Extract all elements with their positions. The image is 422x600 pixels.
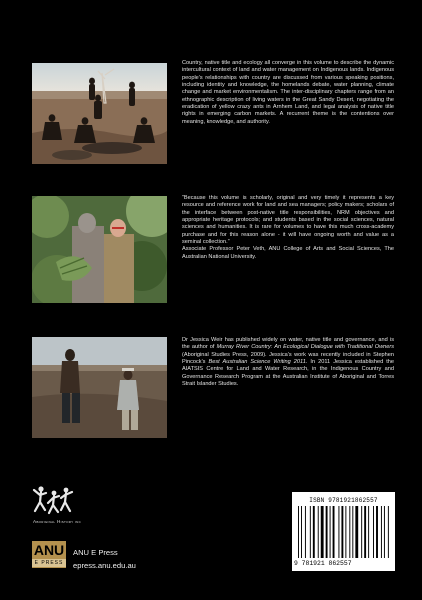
anu-epress-logo (32, 541, 66, 568)
publisher-url: epress.anu.edu.au (73, 561, 136, 570)
photo-group-on-country (32, 63, 167, 164)
photo-two-people-bush (32, 196, 167, 303)
paragraph (182, 195, 394, 246)
photo-two-people-flatland (32, 337, 167, 438)
description-paragraph (182, 60, 394, 126)
isbn-barcode-panel (292, 492, 395, 571)
italic-title: Best Australian Science Writing 2011 (208, 359, 306, 366)
publisher-name: ANU E Press (73, 548, 118, 557)
dancing-figures-icon (32, 484, 74, 516)
barcode-icon (294, 506, 393, 558)
text-run: Country, native title and ecology all converge in this volume to describe the dynamic intercultural context of land and water management on Indigenous lands. Indigenous people's relationships with country are discussed from various speaking positions, including identity and knowledge, the homelands debate, water planning, climate change and market environmentalism. The inter-disciplinary chapters range from an ethnographic description of living waters in the Great Sandy Desert, negotiating the eradication of yellow crazy ants in Arnhem Land, and legal analysis of native title rights in emerging carbon markets. A recurrent theme is the contentions over meaning, knowledge, and authority. (182, 60, 394, 125)
text-run: (Aboriginal Studies Press, 2009). Jessica's work was recently included in Stephen Pincock's (182, 351, 394, 366)
text-run: Associate Professor Peter Veth, ANU College of Arts and Social Sciences, The Australian National University. (182, 246, 394, 260)
anu-logo-sub: E PRESS (32, 559, 66, 567)
aboriginal-history-logo (32, 484, 74, 521)
paragraph (182, 246, 394, 261)
isbn-label: ISBN 9781921862557 (309, 497, 378, 504)
text-run: Dr Jessica Weir has published widely on water, native title and governance, and is the author of (182, 337, 394, 351)
text-run: “Because this volume is scholarly, original and very timely it represents a key resource and reference work for land and sea managers; policy makers; scholars of the interface between post-native title responsibilities, NRM objectives and appropriate heritage protocols; and students based in the social sciences, natural sciences and humanities. It is rare for volumes to have this much cross-academy purchase and for this reason alone - it will have ongoing worth and value as a seminal collection.” (182, 195, 394, 246)
barcode-digits: 9 781921 862557 (294, 560, 352, 567)
paragraph (182, 60, 394, 126)
anu-logo-main: ANU (33, 542, 65, 558)
author-bio (182, 337, 394, 388)
aboriginal-history-wordmark: Aboriginal History inc (33, 519, 82, 524)
italic-title: Murray River Country: An Ecological Dialogue with Traditional Owners (216, 344, 394, 351)
text-run: . In 2011 Jessica established the AIATSIS Centre for Land and Water Research, in the Indigenous Country and Governance Research Program at the Australian Institute of Aboriginal and Torres Strait Islander Studies. (182, 359, 394, 388)
review-quote (182, 195, 394, 261)
paragraph (182, 337, 394, 388)
